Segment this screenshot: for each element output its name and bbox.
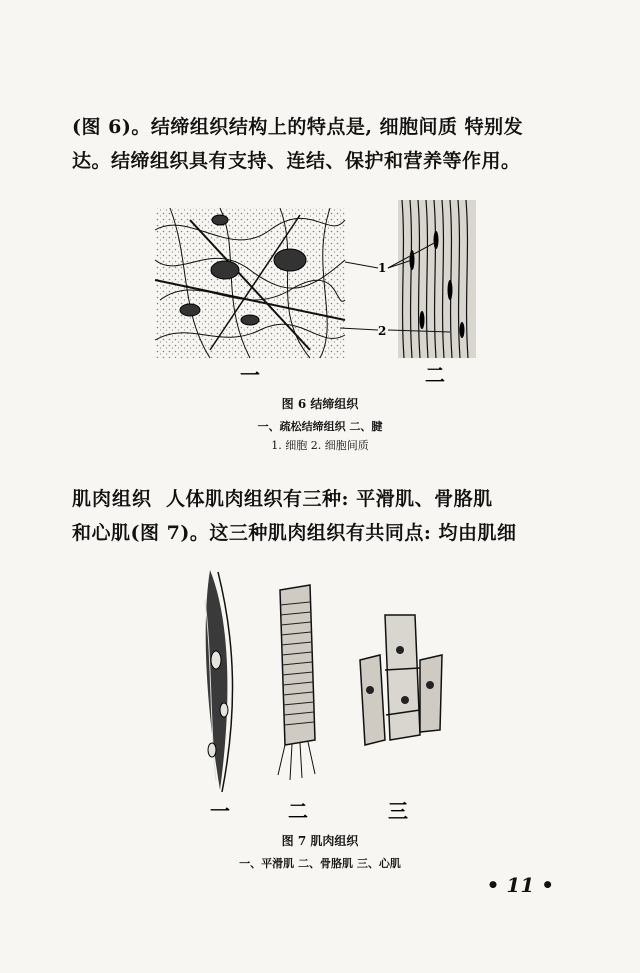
paragraph-muscle-tissue [72,482,572,550]
page-number: • 11 • [486,873,554,897]
tendon-drawing [398,200,476,358]
text-line: (图 6)。结缔组织结构上的特点是, 细胞间质 特别发 [72,116,524,138]
figure-6-connective-tissue [150,200,490,385]
figure-6-caption: 图 6 结缔组织 [281,397,359,411]
text-line: 达。结缔组织具有支持、连结、保护和营养等作用。 [72,150,521,172]
figure-7-panel-2-label: 二 [288,799,308,823]
text-line [72,482,572,516]
smooth-muscle-drawing [205,570,233,792]
figure-7-panel-3-label: 三 [388,799,408,823]
figure-6-panel-left-label: 一 [240,363,260,385]
loose-connective-tissue-drawing [155,208,345,358]
section-heading: 肌肉组织 [72,488,153,510]
skeletal-muscle-drawing [278,585,315,780]
figure-7-subcaption: 一、平滑肌 二、骨胳肌 三、心肌 [239,857,401,870]
text-line-rest: 人体肌肉组织有三种: 平滑肌、骨胳肌 [166,488,493,510]
paragraph-connective-tissue [72,110,572,178]
figure-7-muscle-tissue [180,560,470,825]
cardiac-muscle-drawing [360,615,442,745]
figure-7-panel-1-label: 一 [210,799,230,823]
text-line: 和心肌(图 7)。这三种肌肉组织有共同点: 均由肌细 [72,522,517,544]
figure-7-caption: 图 7 肌肉组织 [281,834,359,848]
figure-6-label-1: 1 [378,261,387,275]
figure-6-panel-right-label: 二 [425,363,445,385]
figure-6-label-2: 2 [378,324,387,338]
figure-6-legend: 1. 细胞 2. 细胞间质 [271,439,369,452]
figure-6-subcaption: 一、疏松结缔组织 二、腱 [257,420,383,433]
